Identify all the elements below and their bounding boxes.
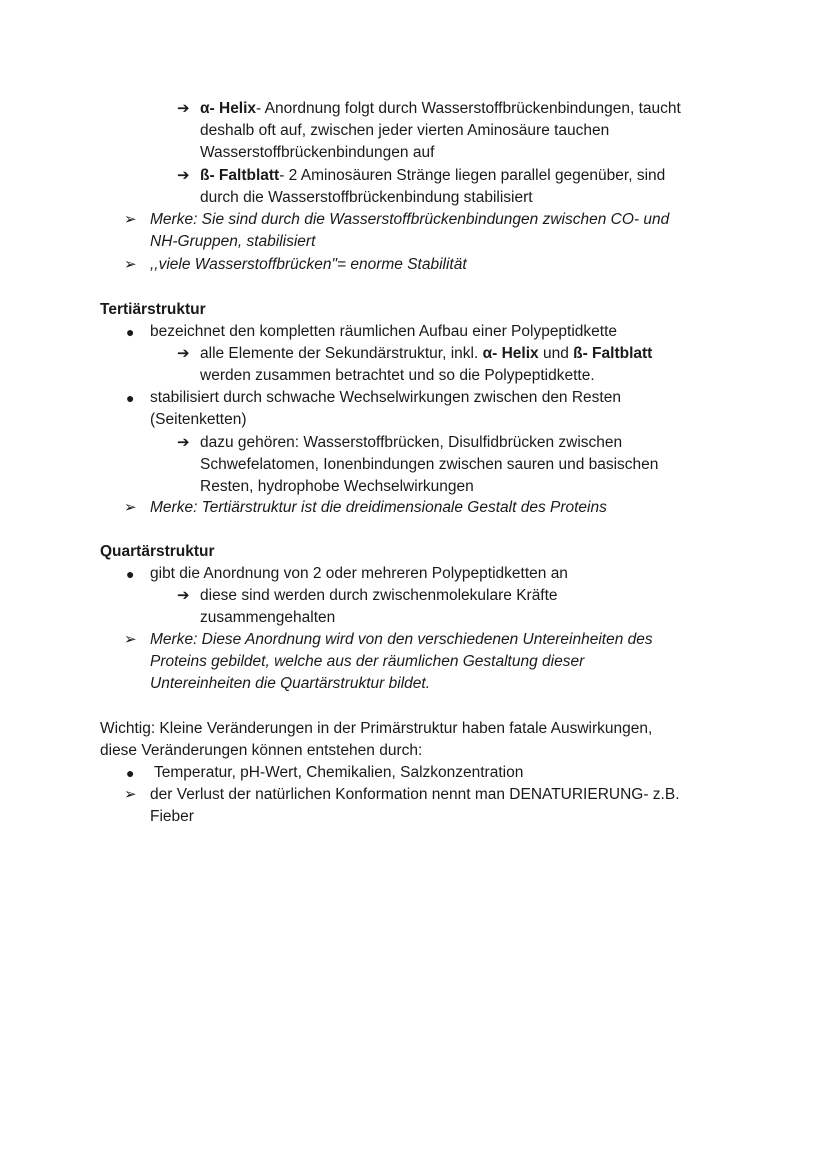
arrow-icon: ➔	[177, 434, 190, 451]
wichtig-paragraph: Wichtig: Kleine Veränderungen in der Primärstruktur haben fatale Auswirkungen,	[100, 720, 653, 737]
merke-sekundaer-1-line-2: NH-Gruppen, stabilisiert	[150, 233, 316, 250]
merke-sekundaer-1: Merke: Sie sind durch die Wasserstoffbrückenbindungen zwischen CO- und	[150, 211, 670, 228]
wichtig-denaturierung-line-2: Fieber	[150, 808, 194, 825]
wichtig-paragraph-line-2: diese Veränderungen können entstehen durch:	[100, 742, 423, 759]
wichtig-denaturierung: der Verlust der natürlichen Konformation nennt man DENATURIERUNG- z.B.	[150, 786, 680, 803]
beta-faltblatt-term: ß- Faltblatt	[573, 345, 653, 362]
alpha-helix-term: α- Helix	[200, 100, 257, 117]
tertiaer-bullet-1: bezeichnet den kompletten räumlichen Aufbau einer Polypeptidkette	[150, 323, 618, 340]
quartaer-bullet-1: gibt die Anordnung von 2 oder mehreren Polypeptidketten an	[150, 565, 568, 582]
heading-quartaerstruktur: Quartärstruktur	[100, 543, 215, 560]
chevron-icon: ➢	[124, 499, 137, 516]
tertiaer-bullet-2: stabilisiert durch schwache Wechselwirkungen zwischen den Resten	[150, 389, 621, 406]
quartaer-sub-1-line-2: zusammengehalten	[200, 609, 336, 626]
arrow-icon: ➔	[177, 587, 190, 604]
arrow-icon: ➔	[177, 100, 190, 117]
merke-sekundaer-2: ,,viele Wasserstoffbrücken"= enorme Stabilität	[150, 256, 467, 273]
tertiaer-sub-2-line-2: Schwefelatomen, Ionenbindungen zwischen sauren und basischen	[200, 456, 659, 473]
tertiaer-sub-1-text: alle Elemente der Sekundärstruktur, inkl.	[200, 345, 483, 362]
heading-tertiaerstruktur: Tertiärstruktur	[100, 301, 206, 318]
arrow-icon: ➔	[177, 345, 190, 362]
bullet-icon: ●	[126, 566, 135, 582]
bullet-icon: ●	[126, 390, 135, 406]
chevron-icon: ➢	[124, 256, 137, 273]
alpha-helix-line-3: Wasserstoffbrückenbindungen auf	[200, 144, 435, 161]
bullet-icon: ●	[126, 765, 135, 781]
alpha-helix-line-2: deshalb oft auf, zwischen jeder vierten Aminosäure tauchen	[200, 122, 610, 139]
wichtig-bullet: Temperatur, pH-Wert, Chemikalien, Salzkonzentration	[150, 764, 524, 781]
chevron-icon: ➢	[124, 631, 137, 648]
connector-text: und	[538, 345, 574, 362]
alpha-helix-term: α- Helix	[482, 345, 539, 362]
merke-quartaer: Merke: Diese Anordnung wird von den verschiedenen Untereinheiten des	[150, 631, 653, 648]
chevron-icon: ➢	[124, 211, 137, 228]
alpha-helix-text: - Anordnung folgt durch Wasserstoffbrückenbindungen, taucht	[256, 100, 681, 117]
beta-faltblatt-line-2: durch die Wasserstoffbrückenbindung stabilisiert	[200, 189, 533, 206]
bullet-icon: ●	[126, 324, 135, 340]
alpha-helix-line	[200, 98, 681, 120]
beta-faltblatt-term: ß- Faltblatt	[200, 167, 280, 184]
tertiaer-bullet-2-line-2: (Seitenketten)	[150, 411, 247, 428]
chevron-icon: ➢	[124, 786, 137, 803]
merke-quartaer-line-2: Proteins gebildet, welche aus der räumlichen Gestaltung dieser	[150, 653, 585, 670]
quartaer-sub-1: diese sind werden durch zwischenmolekulare Kräfte	[200, 587, 558, 604]
beta-faltblatt-text: - 2 Aminosäuren Stränge liegen parallel gegenüber, sind	[279, 167, 666, 184]
tertiaer-sub-1-line-2: werden zusammen betrachtet und so die Polypeptidkette.	[200, 367, 595, 384]
beta-faltblatt-line	[200, 165, 665, 187]
merke-quartaer-line-3: Untereinheiten die Quartärstruktur bildet.	[150, 675, 431, 692]
tertiaer-sub-2: dazu gehören: Wasserstoffbrücken, Disulfidbrücken zwischen	[200, 434, 623, 451]
merke-tertiaer: Merke: Tertiärstruktur ist die dreidimensionale Gestalt des Proteins	[150, 499, 607, 516]
tertiaer-sub-1	[200, 343, 652, 365]
arrow-icon: ➔	[177, 167, 190, 184]
tertiaer-sub-2-line-3: Resten, hydrophobe Wechselwirkungen	[200, 478, 474, 495]
